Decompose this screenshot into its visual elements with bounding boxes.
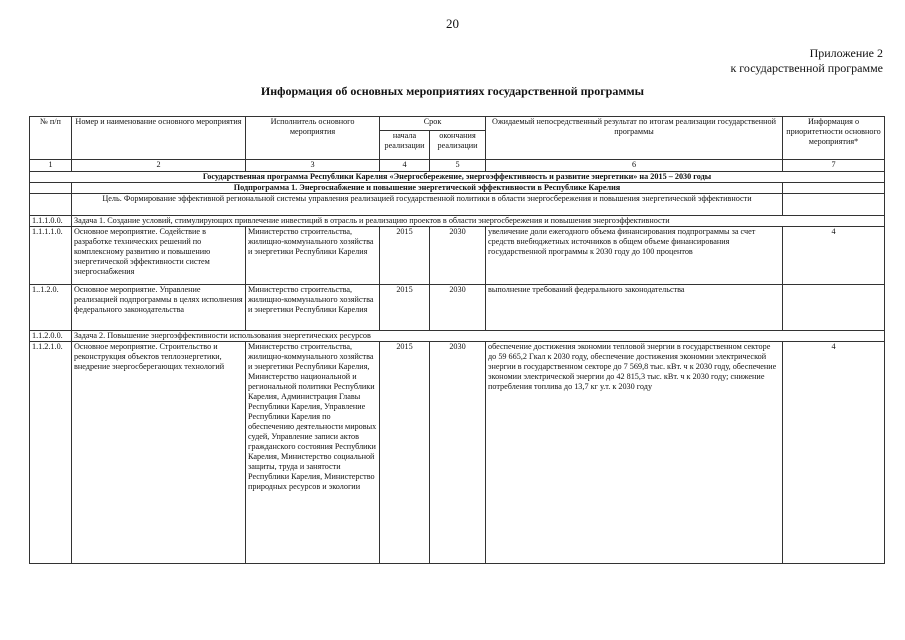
col-number: 3	[246, 160, 380, 172]
col-number: 7	[783, 160, 885, 172]
row-start: 2015	[380, 285, 430, 331]
task-row	[30, 216, 885, 227]
empty-cell	[30, 194, 72, 216]
row-end: 2030	[430, 342, 486, 564]
row-executor: Министерство строительства, жилищно-коммунального хозяйства и энергетики Республики Карелия, Министерство национальной и региональной политики Республики Карелия, Администрация Главы Республики Карелия, Управление Республики Карелия по обеспечению деятельности мировых судей, Управление записи актов гражданского состояния Республики Карелия, Министерство социальной защиты, труда и занятости Республики Карелия, Министерство природных ресурсов и экологии	[246, 342, 380, 564]
col-number: 1	[30, 160, 72, 172]
row-start: 2015	[380, 227, 430, 285]
row-end: 2030	[430, 285, 486, 331]
header-end: окончания реализации	[430, 131, 486, 160]
task-code: 1.1.2.0.0.	[30, 331, 72, 342]
empty-cell	[783, 194, 885, 216]
program-row	[30, 172, 885, 183]
subprogram-row	[30, 183, 885, 194]
table-row	[30, 342, 885, 564]
header-priority: Информация о приоритетности основного мероприятия*	[783, 117, 885, 160]
row-code: 1..1.2.0.	[30, 285, 72, 331]
task-code: 1.1.1.0.0.	[30, 216, 72, 227]
header-executor: Исполнитель основного мероприятия	[246, 117, 380, 160]
row-result: увеличение доли ежегодного объема финансирования подпрограммы за счет средств внебюджетных источников в общем объеме финансирования государственной программы к 2030 году до 100 процентов	[486, 227, 783, 285]
row-code: 1.1.2.1.0.	[30, 342, 72, 564]
row-start: 2015	[380, 342, 430, 564]
table-row	[30, 227, 885, 285]
header-result: Ожидаемый непосредственный результат по итогам реализации государственной программы	[486, 117, 783, 160]
document-title: Информация об основных мероприятиях государственной программы	[260, 84, 645, 98]
goal-row	[30, 194, 885, 216]
col-number: 6	[486, 160, 783, 172]
row-name: Основное мероприятие. Управление реализацией подпрограммы в целях исполнения федерального законодательства	[72, 285, 246, 331]
empty-cell	[783, 183, 885, 194]
program-title: Государственная программа Республики Карелия «Энергосбережение, энергоэффективность и развитие энергетики» на 2015 – 2030 годы	[30, 172, 885, 183]
row-executor: Министерство строительства, жилищно-коммунального хозяйства и энергетики Республики Карелия	[246, 285, 380, 331]
page-number: 20	[446, 16, 459, 31]
header-start: начала реализации	[380, 131, 430, 160]
header-term: Срок	[380, 117, 486, 131]
row-result: обеспечение достижения экономии тепловой энергии в государственном секторе до 59 665,2 Гкал к 2030 году, обеспечение достижения экономии электрической энергии в государственном секторе до 7 569,8 тыс. кВт. ч к 2030 году, обеспечение экономии электрической энергии до 42 815,3 тыс. кВт. ч к 2030 году; снижение потребления топлива до 13,7 кг у.т. к 2030 году	[486, 342, 783, 564]
row-end: 2030	[430, 227, 486, 285]
activities-table	[29, 116, 885, 564]
appendix-line-2: к государственной программе	[730, 61, 883, 75]
subprogram-title: Подпрограмма 1. Энергоснабжение и повышение энергетической эффективности в Республике Карелия	[72, 183, 783, 194]
task-text: Задача 2. Повышение энергоэффективности использования энергетических ресурсов	[72, 331, 885, 342]
col-number: 2	[72, 160, 246, 172]
column-number-row	[30, 160, 885, 172]
row-executor: Министерство строительства, жилищно-коммунального хозяйства и энергетики Республики Карелия	[246, 227, 380, 285]
header-row-1	[30, 117, 885, 131]
row-priority: 4	[783, 227, 885, 285]
header-name: Номер и наименование основного мероприятия	[72, 117, 246, 160]
row-result: выполнение требований федерального законодательства	[486, 285, 783, 331]
row-priority	[783, 285, 885, 331]
row-name: Основное мероприятие. Содействие в разработке технических решений по комплексному развитию и повышению энергетической эффективности систем энергоснабжения	[72, 227, 246, 285]
row-name: Основное мероприятие. Строительство и реконструкция объектов теплоэнергетики, внедрение энергосберегающих технологий	[72, 342, 246, 564]
goal-text: Цель. Формирование эффективной региональной системы управления реализацией государственной политики в области энергосбережения и повышения энергетической эффективности	[72, 194, 783, 216]
row-priority: 4	[783, 342, 885, 564]
appendix-line-1: Приложение 2	[809, 46, 883, 60]
table-row	[30, 285, 885, 331]
appendix-note	[730, 46, 883, 76]
col-number: 4	[380, 160, 430, 172]
task-text: Задача 1. Создание условий, стимулирующих привлечение инвестиций в отрасль и реализацию проектов в области энергосбережения и повышения энергоэффективности	[72, 216, 885, 227]
row-code: 1.1.1.1.0.	[30, 227, 72, 285]
col-number: 5	[430, 160, 486, 172]
header-num: № п/п	[30, 117, 72, 160]
task-row	[30, 331, 885, 342]
empty-cell	[30, 183, 72, 194]
